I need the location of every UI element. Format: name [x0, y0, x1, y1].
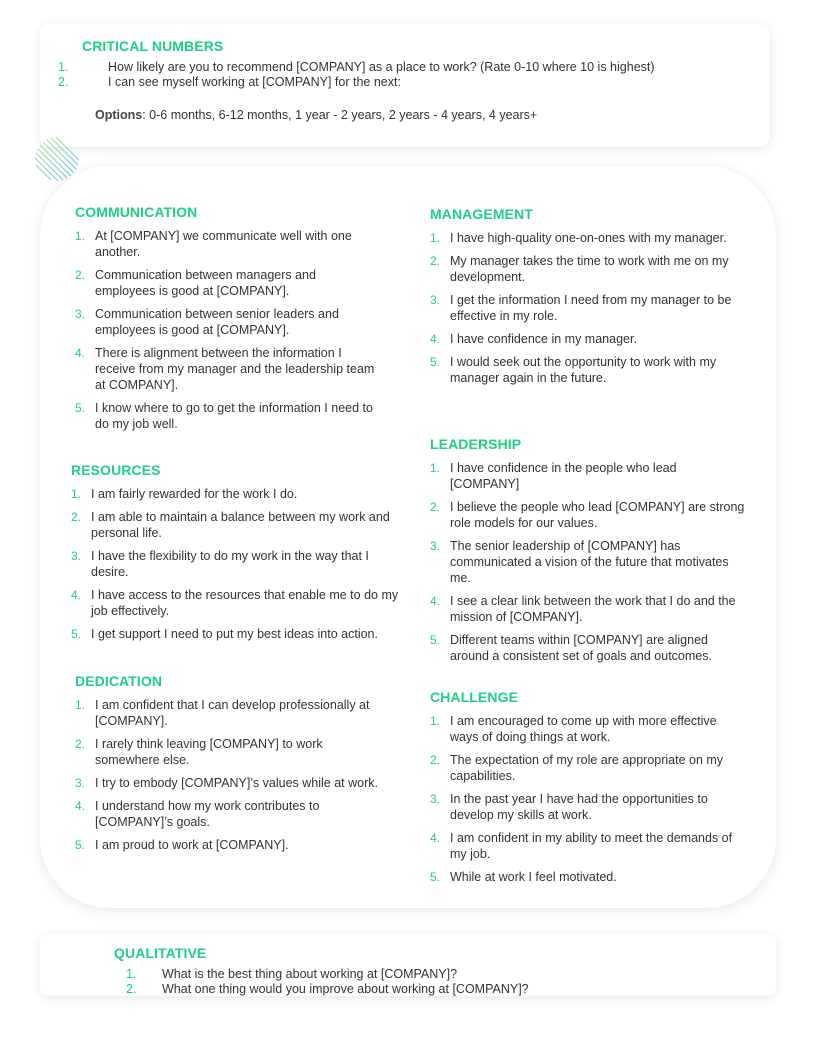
leadership-title: LEADERSHIP [430, 436, 522, 452]
list-item [71, 509, 401, 541]
leadership-section [430, 436, 745, 671]
list-item [75, 798, 385, 830]
item-number: 2. [430, 500, 441, 514]
list-item [71, 587, 401, 619]
challenge-section [430, 689, 740, 892]
item-number: 4. [430, 831, 441, 845]
item-text: At [COMPANY] we communicate well with one another. [95, 229, 352, 259]
item-text: I have the flexibility to do my work in the way that I desire. [91, 549, 369, 579]
list-item [75, 228, 375, 260]
survey-main-card [40, 166, 776, 908]
item-number: 3. [71, 549, 82, 563]
item-text: I have confidence in the people who lead [COMPANY] [450, 461, 677, 491]
leadership-list [430, 460, 745, 664]
item-text: Different teams within [COMPANY] are aligned around a consistent set of goals and outcomes. [450, 633, 712, 663]
item-number: 5. [430, 633, 441, 647]
item-number: 2. [58, 75, 69, 89]
item-number: 3. [75, 307, 86, 321]
dedication-section [75, 673, 385, 860]
item-text: The senior leadership of [COMPANY] has communicated a vision of the future that motivates me. [450, 539, 729, 585]
item-text: Communication between managers and employees is good at [COMPANY]. [95, 268, 316, 298]
item-text: I am confident in my ability to meet the demands of my job. [450, 831, 733, 861]
list-item [430, 752, 740, 784]
critical-numbers-list [58, 60, 655, 90]
challenge-title: CHALLENGE [430, 689, 519, 705]
item-number: 3. [430, 792, 441, 806]
item-number: 2. [126, 982, 137, 996]
item-number: 5. [430, 870, 441, 884]
item-text: I know where to go to get the information I need to do my job well. [95, 401, 373, 431]
list-item [430, 354, 740, 386]
item-number: 1. [71, 487, 82, 501]
item-text: What is the best thing about working at [COMPANY]? [162, 967, 458, 981]
list-item [58, 60, 655, 75]
list-item [126, 967, 529, 982]
list-item [430, 331, 740, 347]
item-number: 5. [75, 838, 86, 852]
item-number: 1. [58, 60, 69, 74]
item-text: While at work I feel motivated. [450, 870, 617, 884]
item-number: 4. [430, 594, 441, 608]
item-text: I see a clear link between the work that I do and the mission of [COMPANY]. [450, 594, 736, 624]
list-item [75, 697, 385, 729]
item-text: I get the information I need from my manager to be effective in my role. [450, 293, 732, 323]
list-item [75, 775, 385, 791]
options-label: Options [95, 108, 143, 122]
critical-numbers-card [40, 24, 770, 147]
communication-title: COMMUNICATION [75, 204, 198, 220]
item-number: 3. [75, 776, 86, 790]
item-text: I try to embody [COMPANY]’s values while at work. [95, 776, 378, 790]
critical-numbers-title: CRITICAL NUMBERS [82, 38, 224, 54]
management-section [430, 206, 740, 393]
list-item [75, 306, 375, 338]
item-number: 3. [430, 539, 441, 553]
item-number: 1. [75, 698, 86, 712]
list-item [58, 75, 655, 90]
item-number: 4. [75, 799, 86, 813]
item-number: 5. [71, 627, 82, 641]
item-number: 1. [430, 461, 441, 475]
list-item [75, 736, 385, 768]
item-text: I understand how my work contributes to [COMPANY]’s goals. [95, 799, 320, 829]
item-text: I have confidence in my manager. [450, 332, 637, 346]
item-number: 2. [71, 510, 82, 524]
management-list [430, 230, 740, 386]
item-text: I am proud to work at [COMPANY]. [95, 838, 289, 852]
list-item [75, 267, 375, 299]
challenge-list [430, 713, 740, 885]
list-item [430, 253, 740, 285]
list-item [430, 230, 740, 246]
item-text: I am encouraged to come up with more effective ways of doing things at work. [450, 714, 717, 744]
list-item [430, 632, 745, 664]
item-text: I would seek out the opportunity to work with my manager again in the future. [450, 355, 717, 385]
item-text: I rarely think leaving [COMPANY] to work somewhere else. [95, 737, 323, 767]
item-number: 4. [75, 346, 86, 360]
list-item [126, 982, 529, 997]
list-item [75, 345, 375, 393]
list-item [71, 486, 401, 502]
dedication-list [75, 697, 385, 853]
qualitative-title: QUALITATIVE [114, 945, 207, 961]
item-number: 2. [430, 254, 441, 268]
qualitative-list [126, 967, 529, 997]
resources-list [71, 486, 401, 642]
item-text: What one thing would you improve about working at [COMPANY]? [162, 982, 529, 996]
item-number: 2. [75, 268, 86, 282]
resources-title: RESOURCES [71, 462, 161, 478]
item-number: 2. [75, 737, 86, 751]
list-item [71, 626, 401, 642]
item-text: In the past year I have had the opportunities to develop my skills at work. [450, 792, 708, 822]
resources-section [71, 462, 401, 649]
list-item [430, 713, 740, 745]
options-text: : 0-6 months, 6-12 months, 1 year - 2 years, 2 years - 4 years, 4 years+ [142, 108, 538, 122]
list-item [430, 791, 740, 823]
item-number: 1. [126, 967, 137, 981]
item-number: 1. [75, 229, 86, 243]
item-text: The expectation of my role are appropriate on my capabilities. [450, 753, 724, 783]
list-item [430, 869, 740, 885]
item-text: I believe the people who lead [COMPANY] are strong role models for our values. [450, 500, 745, 530]
item-number: 2. [430, 753, 441, 767]
item-number: 5. [75, 401, 86, 415]
item-text: I can see myself working at [COMPANY] for the next: [108, 75, 401, 89]
item-text: I have high-quality one-on-ones with my manager. [450, 231, 727, 245]
item-text: I am confident that I can develop professionally at [COMPANY]. [95, 698, 370, 728]
communication-list [75, 228, 375, 432]
list-item [430, 593, 745, 625]
list-item [71, 548, 401, 580]
item-text: I am fairly rewarded for the work I do. [91, 487, 298, 501]
item-text: My manager takes the time to work with me on my development. [450, 254, 729, 284]
list-item [430, 499, 745, 531]
list-item [75, 400, 375, 432]
options-line [95, 108, 537, 122]
communication-section [75, 204, 375, 439]
item-number: 1. [430, 231, 441, 245]
item-number: 1. [430, 714, 441, 728]
list-item [430, 830, 740, 862]
qualitative-card [40, 934, 776, 996]
list-item [430, 460, 745, 492]
item-text: I have access to the resources that enable me to do my job effectively. [91, 588, 399, 618]
dedication-title: DEDICATION [75, 673, 163, 689]
management-title: MANAGEMENT [430, 206, 533, 222]
item-text: How likely are you to recommend [COMPANY] as a place to work? (Rate 0-10 where 10 is highest) [108, 60, 655, 74]
item-number: 4. [71, 588, 82, 602]
list-item [430, 538, 745, 586]
item-text: I get support I need to put my best ideas into action. [91, 627, 378, 641]
item-number: 4. [430, 332, 441, 346]
item-number: 3. [430, 293, 441, 307]
item-text: I am able to maintain a balance between my work and personal life. [91, 510, 390, 540]
item-number: 5. [430, 355, 441, 369]
item-text: There is alignment between the information I receive from my manager and the leadership team at COMPANY]. [95, 346, 375, 392]
list-item [430, 292, 740, 324]
item-text: Communication between senior leaders and employees is good at [COMPANY]. [95, 307, 339, 337]
list-item [75, 837, 385, 853]
